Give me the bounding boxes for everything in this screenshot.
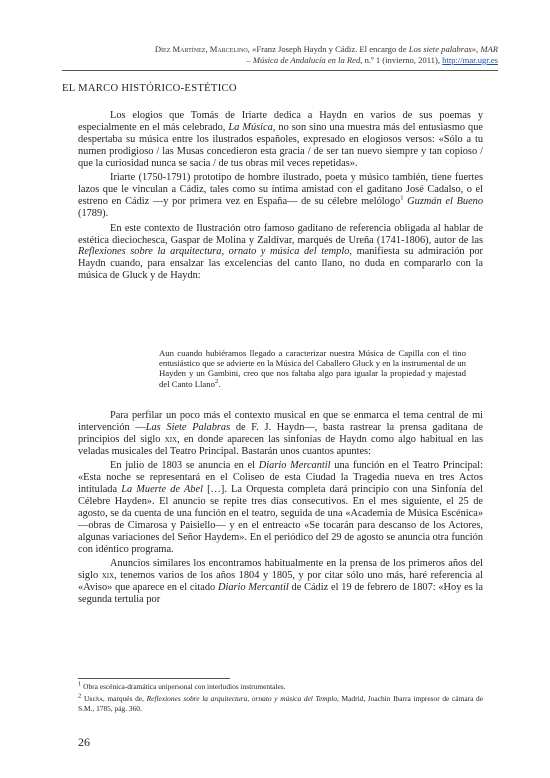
p4-smallcaps: xix bbox=[164, 433, 178, 445]
page-number: 26 bbox=[78, 735, 90, 749]
p6-text-b: , tenemos varios de los años 1804 y 1805, y por citar sólo uno más, haré referencia al «Aviso» que aparece en el citado bbox=[78, 570, 483, 594]
p5-italic-1: Diario Mercantil bbox=[258, 460, 331, 472]
p3-text-b: manifiesta su admiración por Haydn cuando, para ensalzar las excelencias del canto llano, no duda en compararlo con la música de Gluck y de Haydn: bbox=[78, 246, 483, 282]
p5-text-a: En julio de 1803 se anuncia en el bbox=[110, 460, 256, 472]
p5-text-c: […]. La Orquesta completa dará principio con una Sinfonía del Célebre Hayden». El anuncio se repite tres días consecutivos. En el mes siguiente, el 25 de agosto, se da cuenta de una función en el teatro, seguida de una «Academia de Música Escénica» —obras de Cimarosa y Paisiello— y en el entreacto «Se tocarán para descanso de los Actores, algunas variaciones del Señor Haydem». En el periódico del 29 de agosto se anuncia otra función con idéntico programa. bbox=[78, 484, 483, 555]
block-quote: Aun cuando hubiéramos llegado a caracterizar nuestra Música de Capilla con el tino entusiástico que se advierte en la Música del Caballero Gluck y en la instrumental de un Hayden y un Gambini, creo que nos faltaba algo para igualar la propiedad y majestad del Canto Llano$^2$. bbox=[159, 348, 466, 389]
footnote-2-text-a: , marqués de, bbox=[102, 693, 144, 703]
header-title-end: », bbox=[471, 44, 479, 54]
body-text-upper bbox=[78, 110, 483, 282]
p2-text-b: (1789). bbox=[78, 208, 109, 220]
p2-text-a: Iriarte (1750-1791) prototipo de hombre ilustrado, poeta y músico también, tiene fuertes lazos que le vinculan a Cádiz, tales como su íntima amistad con el gaditano José Cadalso, o el estreno en Cádiz —y por primera vez en España— de su célebre melólogo bbox=[78, 172, 483, 208]
footnote-ref-2: 2 bbox=[214, 377, 219, 385]
p6-italic: Diario Mercantil bbox=[217, 582, 289, 594]
running-header bbox=[62, 44, 498, 66]
section-title: EL MARCO HISTÓRICO-ESTÉTICO bbox=[62, 83, 237, 94]
footnote-2 bbox=[78, 694, 483, 715]
footnote-2-italic: Reflexiones sobre la arquitectura, ornato y música del Templo bbox=[146, 693, 338, 703]
p4-text-b: de F. J. Haydn—, basta rastrear la prensa gaditana de principios del siglo bbox=[78, 421, 483, 445]
paragraph-2 bbox=[78, 172, 483, 220]
p2-italic: Guzmán el Bueno bbox=[407, 196, 483, 208]
footnote-1-number: 1 bbox=[78, 680, 82, 688]
footnotes bbox=[78, 682, 483, 715]
header-journal-sub: – Música de Andalucía en la Red bbox=[246, 55, 361, 65]
footnote-1-text: Obra escénica-dramática unipersonal con interludios instrumentales. bbox=[83, 682, 286, 691]
body-text-lower bbox=[78, 410, 483, 606]
p3-text-a: En este contexto de Ilustración otro famoso gaditano de referencia obligada al hablar de estética dieciochesca, Gaspar de Molina y Zaldívar, marqués de Ureña (1741-1806), autor de las bbox=[78, 222, 483, 246]
header-author: Díez Martínez, Marcelino, bbox=[154, 44, 250, 54]
footnote-ref-1: 1 bbox=[400, 194, 404, 202]
p3-italic: Reflexiones sobre la arquitectura, ornato y música del templo, bbox=[78, 246, 352, 258]
footnote-1 bbox=[78, 682, 483, 693]
header-line-1 bbox=[62, 44, 498, 55]
paragraph-4 bbox=[78, 410, 483, 458]
p5-italic-2: La Muerte de Abel bbox=[121, 484, 203, 496]
header-rule bbox=[62, 70, 498, 71]
p1-text-a: Los elogios que Tomás de Iriarte dedica a Haydn en varios de sus poemas y especialmente en el más celebrado, bbox=[78, 110, 483, 133]
p4-text-a: Para perfilar un poco más el contexto musical en que se enmarca el tema central de mi intervención — bbox=[78, 410, 483, 433]
paragraph-1 bbox=[78, 110, 483, 170]
header-journal: MAR bbox=[480, 44, 498, 54]
paragraph-3 bbox=[78, 223, 483, 283]
footnote-2-number: 2 bbox=[78, 692, 82, 700]
header-title-italic: Los siete palabras bbox=[408, 44, 472, 54]
p1-text-b: no son sino una muestra más del entusiasmo que despertaba su música entre los ilustrados españoles, expresado en elogiosos versos: «Sólo a tu numen prodigioso / las Musas concedieron esta gracia / de ser tan nuevo siempre y tan copioso / que la curiosidad nunca se sacia / de tus obras mil veces repetidas». bbox=[78, 121, 483, 169]
paragraph-5 bbox=[78, 460, 483, 556]
p5-text-b: una función en el Teatro Principal: «Esta noche se representará en el Coliseo de esta Ciudad la Tragedia nueva en tres Actos intitulada bbox=[78, 460, 483, 496]
p1-italic: La Música, bbox=[228, 121, 276, 133]
quote-text: Aun cuando hubiéramos llegado a caracterizar nuestra Música de Capilla con el tino entusiástico que se advierte en la Música del Caballero Gluck y en la instrumental de un Hayden y un Gambini, creo que nos faltaba algo para igualar la propiedad y majestad del Canto Llano bbox=[159, 348, 466, 389]
header-title: «Franz Joseph Haydn y Cádiz. El encargo de bbox=[252, 44, 407, 54]
p6-text-c: de Cádiz el 19 de febrero de 1807: «Hoy es la segunda tertulia por bbox=[78, 582, 484, 606]
paragraph-6 bbox=[78, 558, 483, 606]
footnote-2-author: Ureña bbox=[83, 693, 103, 703]
p4-text-c: , en donde aparecen las sinfonías de Haydn como algo habitual en las veladas musicales del Teatro Principal. Bastarán unos cuantos apuntes: bbox=[78, 433, 483, 457]
header-url-link[interactable]: http://mar.ugr.es bbox=[442, 55, 498, 65]
p6-smallcaps: xix bbox=[101, 570, 115, 582]
footnote-rule bbox=[78, 678, 230, 679]
p4-italic: Las Siete Palabras bbox=[145, 421, 231, 433]
header-line-2 bbox=[62, 55, 498, 66]
p6-text-a: Anuncios similares los encontramos habitualmente en la prensa de los primeros años del siglo bbox=[78, 558, 483, 582]
header-issue: , n.º 1 (invierno, 2011), bbox=[360, 55, 440, 65]
footnote-2-text-b: , Madrid, Joachin Ibarra impresor de cámara de S.M., 1785, pág. 360. bbox=[78, 693, 484, 713]
